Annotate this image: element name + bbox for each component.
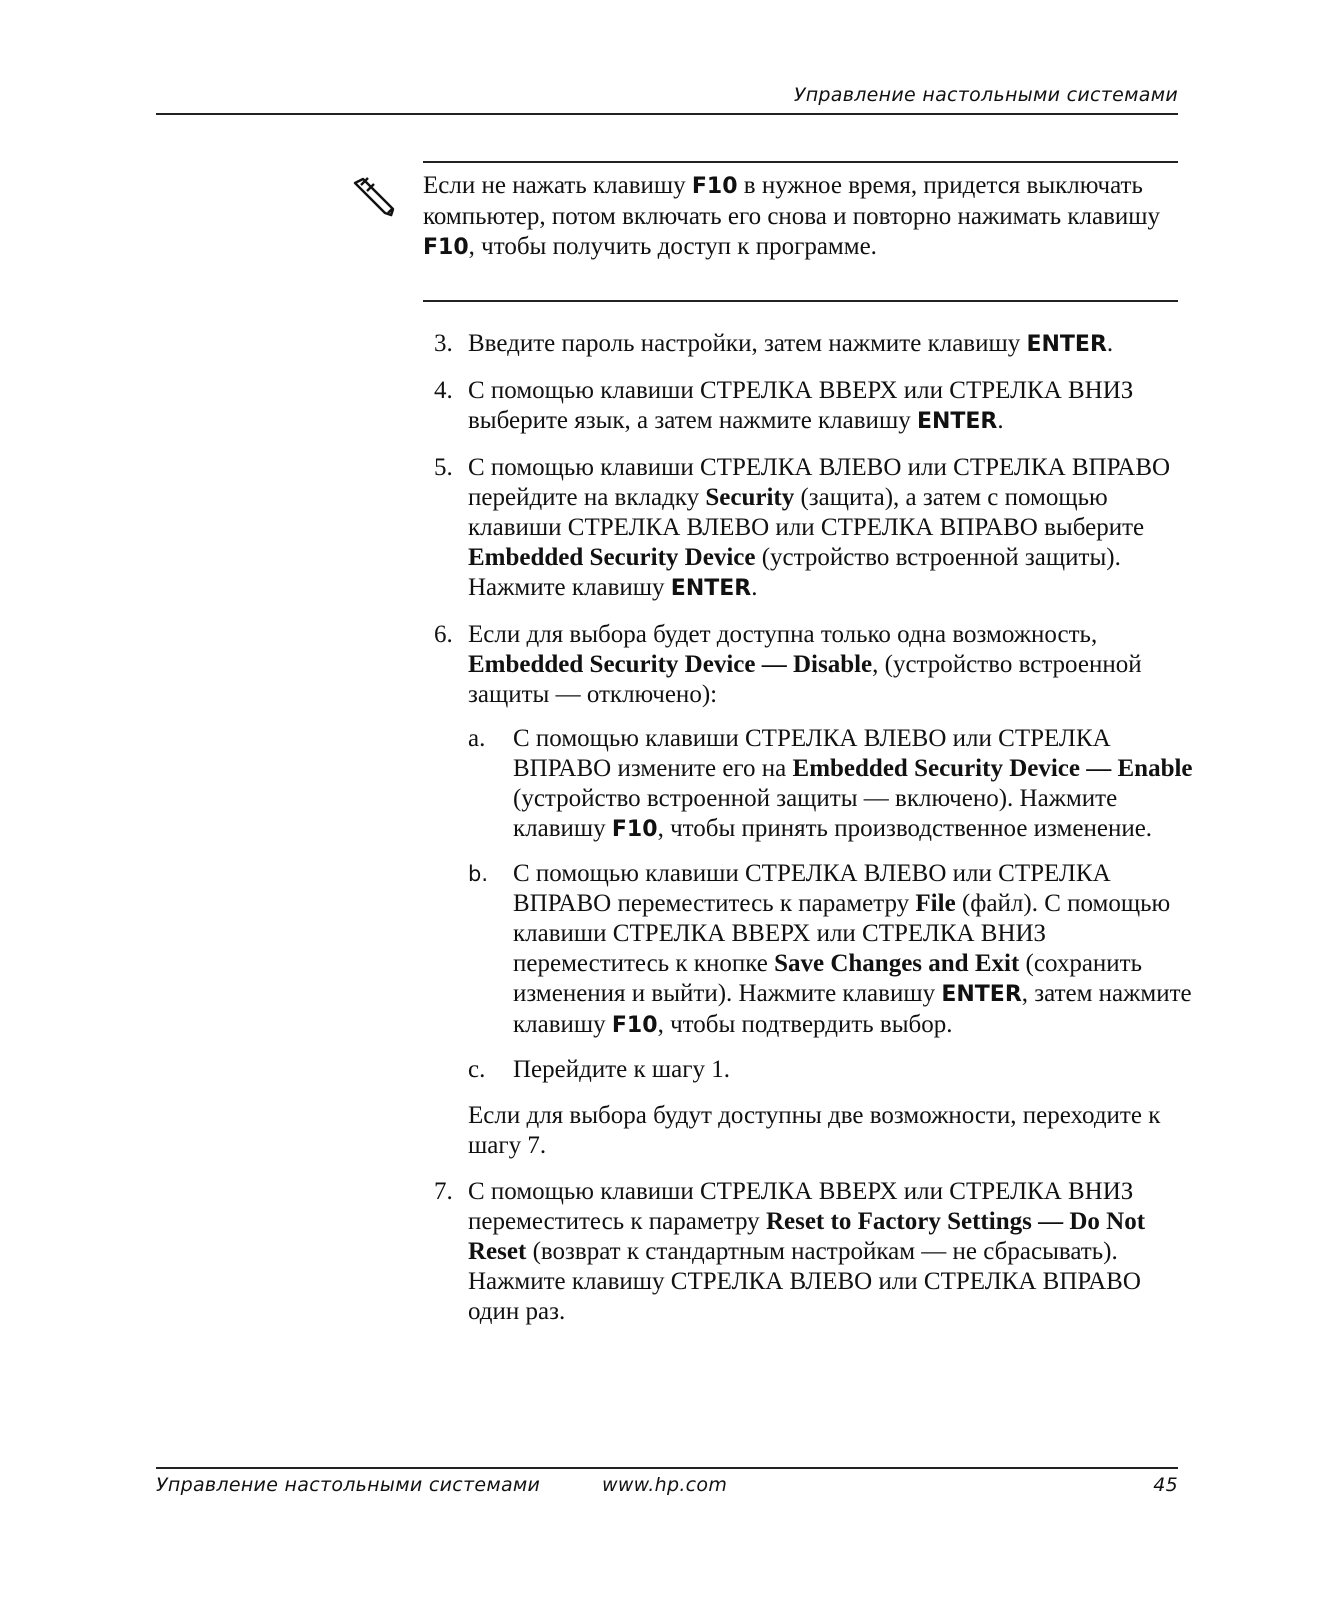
step-6: 6. Если для выбора будет доступна только одна возможность, Embedded Security Device — Disable, (устройство встроенной защиты — отключено):: [434, 621, 1142, 708]
key-f10: F10: [423, 235, 469, 260]
step-5: 5. С помощью клавиши СТРЕЛКА ВЛЕВО или СТРЕЛКА ВПРАВО перейдите на вкладку Security (защита), а затем с помощью клавиши СТРЕЛКА ВЛЕВО или СТРЕЛКА ВПРАВО выберите Embedded Security Device (устройство встроенной защиты). Нажмите клавишу ENTER.: [434, 454, 1171, 601]
substep-letter: c.: [468, 1056, 486, 1083]
substep-b: b. С помощью клавиши СТРЕЛКА ВЛЕВО или СТРЕЛКА ВПРАВО переместитесь к параметру File (файл). С помощью клавиши СТРЕЛКА ВВЕРХ или СТРЕЛКА ВНИЗ переместитесь к кнопке Save Changes and Exit (сохранить изменения и выйти). Нажмите клавишу ENTER, затем нажмите клавишу F10, чтобы подтвердить выбор.: [468, 860, 1192, 1038]
note-top-rule: [423, 161, 1178, 163]
key-enter: ENTER: [941, 982, 1022, 1007]
option-save-changes-exit: Save Changes and Exit: [774, 950, 1020, 977]
key-f10: F10: [611, 1013, 658, 1038]
step-number: 6.: [434, 621, 453, 648]
key-f10: F10: [691, 174, 738, 199]
option-embedded-security-device: Embedded Security Device: [468, 544, 756, 571]
footer-url: www.hp.com: [602, 1474, 728, 1496]
footer-title: Управление настольными системами: [156, 1474, 541, 1496]
key-enter: ENTER: [916, 409, 998, 434]
running-header: Управление настольными системами: [793, 84, 1178, 106]
step-3: 3. Введите пароль настройки, затем нажмите клавишу ENTER.: [434, 330, 1114, 357]
option-security: Security: [705, 484, 795, 511]
option-esd-enable: Embedded Security Device — Enable: [792, 755, 1193, 782]
step-4: 4. С помощью клавиши СТРЕЛКА ВВЕРХ или СТРЕЛКА ВНИЗ выберите язык, а затем нажмите клавишу ENTER.: [434, 377, 1134, 434]
step-number: 5.: [434, 454, 453, 481]
key-enter: ENTER: [1026, 332, 1107, 357]
note-text: Если не нажать клавишу F10 в нужное время, придется выключать компьютер, потом включать его снова и повторно нажимать клавишу F10, чтобы получить доступ к программе.: [423, 172, 1160, 260]
key-f10: F10: [611, 817, 658, 842]
steps-list: [434, 329, 1194, 1343]
step-6-note: Если для выбора будут доступны две возможности, переходите к шагу 7.: [468, 1102, 1161, 1159]
option-reset-factory: Reset to Factory Settings — Do Not Reset: [468, 1208, 1146, 1265]
option-esd-disable: Embedded Security Device — Disable: [468, 651, 873, 678]
footer-rule: [156, 1467, 1178, 1469]
header-rule: [156, 113, 1178, 115]
key-enter: ENTER: [670, 576, 752, 601]
note-bottom-rule: [423, 300, 1178, 302]
option-file: File: [915, 890, 956, 917]
page-number: 45: [1153, 1474, 1178, 1496]
substep-letter: b.: [468, 862, 489, 886]
substep-c: c. Перейдите к шагу 1.: [468, 1056, 730, 1083]
substep-letter: a.: [468, 725, 486, 752]
step-number: 7.: [434, 1178, 453, 1205]
step-7: 7. С помощью клавиши СТРЕЛКА ВВЕРХ или СТРЕЛКА ВНИЗ переместитесь к параметру Reset to Factory Settings — Do Not Reset (возврат к стандартным настройкам — не сбрасывать). Нажмите клавишу СТРЕЛКА ВЛЕВО или СТРЕЛКА ВПРАВО один раз.: [434, 1178, 1146, 1325]
step-number: 3.: [434, 330, 453, 357]
substep-a: a. С помощью клавиши СТРЕЛКА ВЛЕВО или СТРЕЛКА ВПРАВО измените его на Embedded Security Device — Enable (устройство встроенной защиты — включено). Нажмите клавишу F10, чтобы принять производственное изменение.: [468, 725, 1193, 842]
pencil-note-icon: [352, 175, 396, 219]
step-number: 4.: [434, 377, 453, 404]
